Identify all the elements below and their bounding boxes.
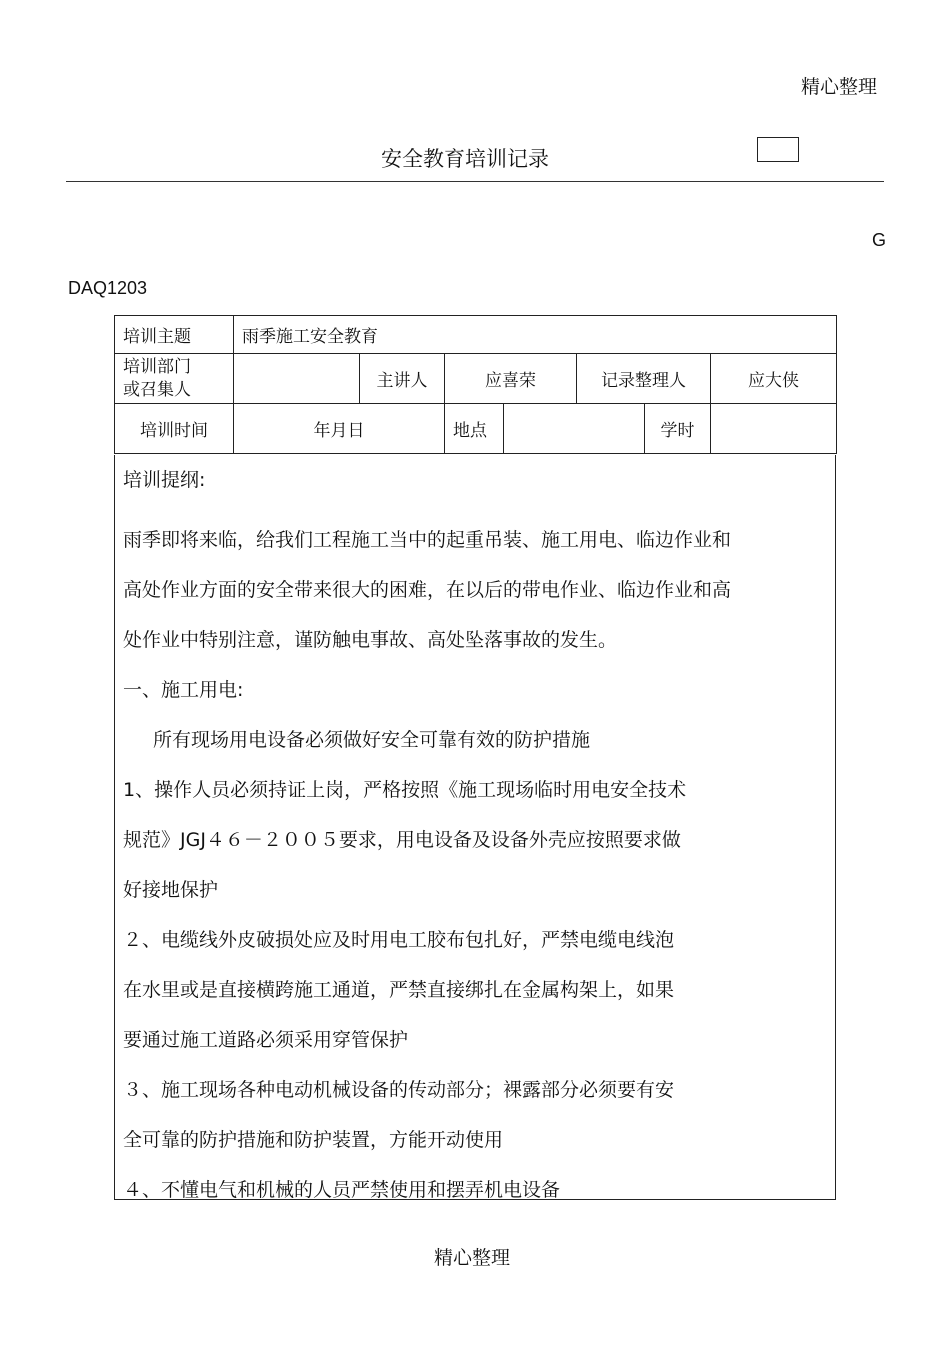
outline-line: ４、不懂电气和机械的人员严禁使用和摆弄机电设备	[123, 1179, 561, 1201]
hours-value	[711, 404, 837, 454]
place-value	[504, 404, 645, 454]
topic-value: 雨季施工安全教育	[234, 316, 837, 354]
header-note: 精心整理	[800, 76, 877, 98]
outline-line: 在水里或是直接横跨施工通道，严禁直接绑扎在金属构架上，如果	[123, 979, 675, 1001]
page-title: 安全教育培训记录	[381, 147, 549, 171]
outline-line: 要通过施工道路必须采用穿管保护	[123, 1029, 409, 1051]
time-row	[115, 404, 837, 454]
dept-value	[234, 354, 360, 404]
dept-label	[115, 354, 234, 404]
topic-label: 培训主题	[115, 316, 234, 354]
outline-line: 1、操作人员必须持证上岗，严格按照《施工现场临时用电安全技术	[123, 779, 687, 801]
hours-label: 学时	[645, 404, 711, 454]
outline-line: 规范》JGJ４６－２００５要求，用电设备及设备外壳应按照要求做	[123, 829, 681, 851]
place-label: 地点	[445, 404, 504, 454]
title-divider	[66, 181, 884, 182]
outline-line: 好接地保护	[123, 879, 219, 901]
code-box	[757, 137, 799, 162]
footer-note: 精心整理	[433, 1247, 510, 1269]
record-table	[114, 315, 837, 454]
dept-label-line-1: 培训部门	[123, 356, 191, 377]
recorder-value: 应大侠	[711, 354, 837, 404]
outline-line: 雨季即将来临，给我们工程施工当中的起重吊装、施工用电、临边作业和	[123, 529, 732, 551]
document-code: DAQ1203	[68, 278, 148, 298]
dept-row	[115, 354, 837, 404]
time-value: 年月日	[234, 404, 445, 454]
outline-line: 处作业中特别注意，谨防触电事故、高处坠落事故的发生。	[123, 629, 618, 651]
outline-heading: 培训提纲:	[123, 469, 206, 491]
outline-line: ２、电缆线外皮破损处应及时用电工胶布包扎好，严禁电缆电线泡	[123, 929, 675, 951]
outline-line: 高处作业方面的安全带来很大的困难，在以后的带电作业、临边作业和高	[123, 579, 732, 601]
outline-line: 全可靠的防护措施和防护装置，方能开动使用	[123, 1129, 504, 1151]
training-outline	[114, 455, 836, 1200]
section-heading: 一、施工用电:	[123, 679, 244, 701]
topic-row	[115, 316, 837, 354]
outline-line: 所有现场用电设备必须做好安全可靠有效的防护措施	[153, 729, 591, 751]
document-code-prefix: G	[872, 230, 887, 250]
outline-line: ３、施工现场各种电动机械设备的传动部分；裸露部分必须要有安	[123, 1079, 675, 1101]
dept-label-line-2: 或召集人	[123, 379, 191, 400]
speaker-value: 应喜荣	[445, 354, 577, 404]
recorder-label: 记录整理人	[577, 354, 711, 404]
time-label: 培训时间	[115, 404, 234, 454]
speaker-label: 主讲人	[360, 354, 445, 404]
